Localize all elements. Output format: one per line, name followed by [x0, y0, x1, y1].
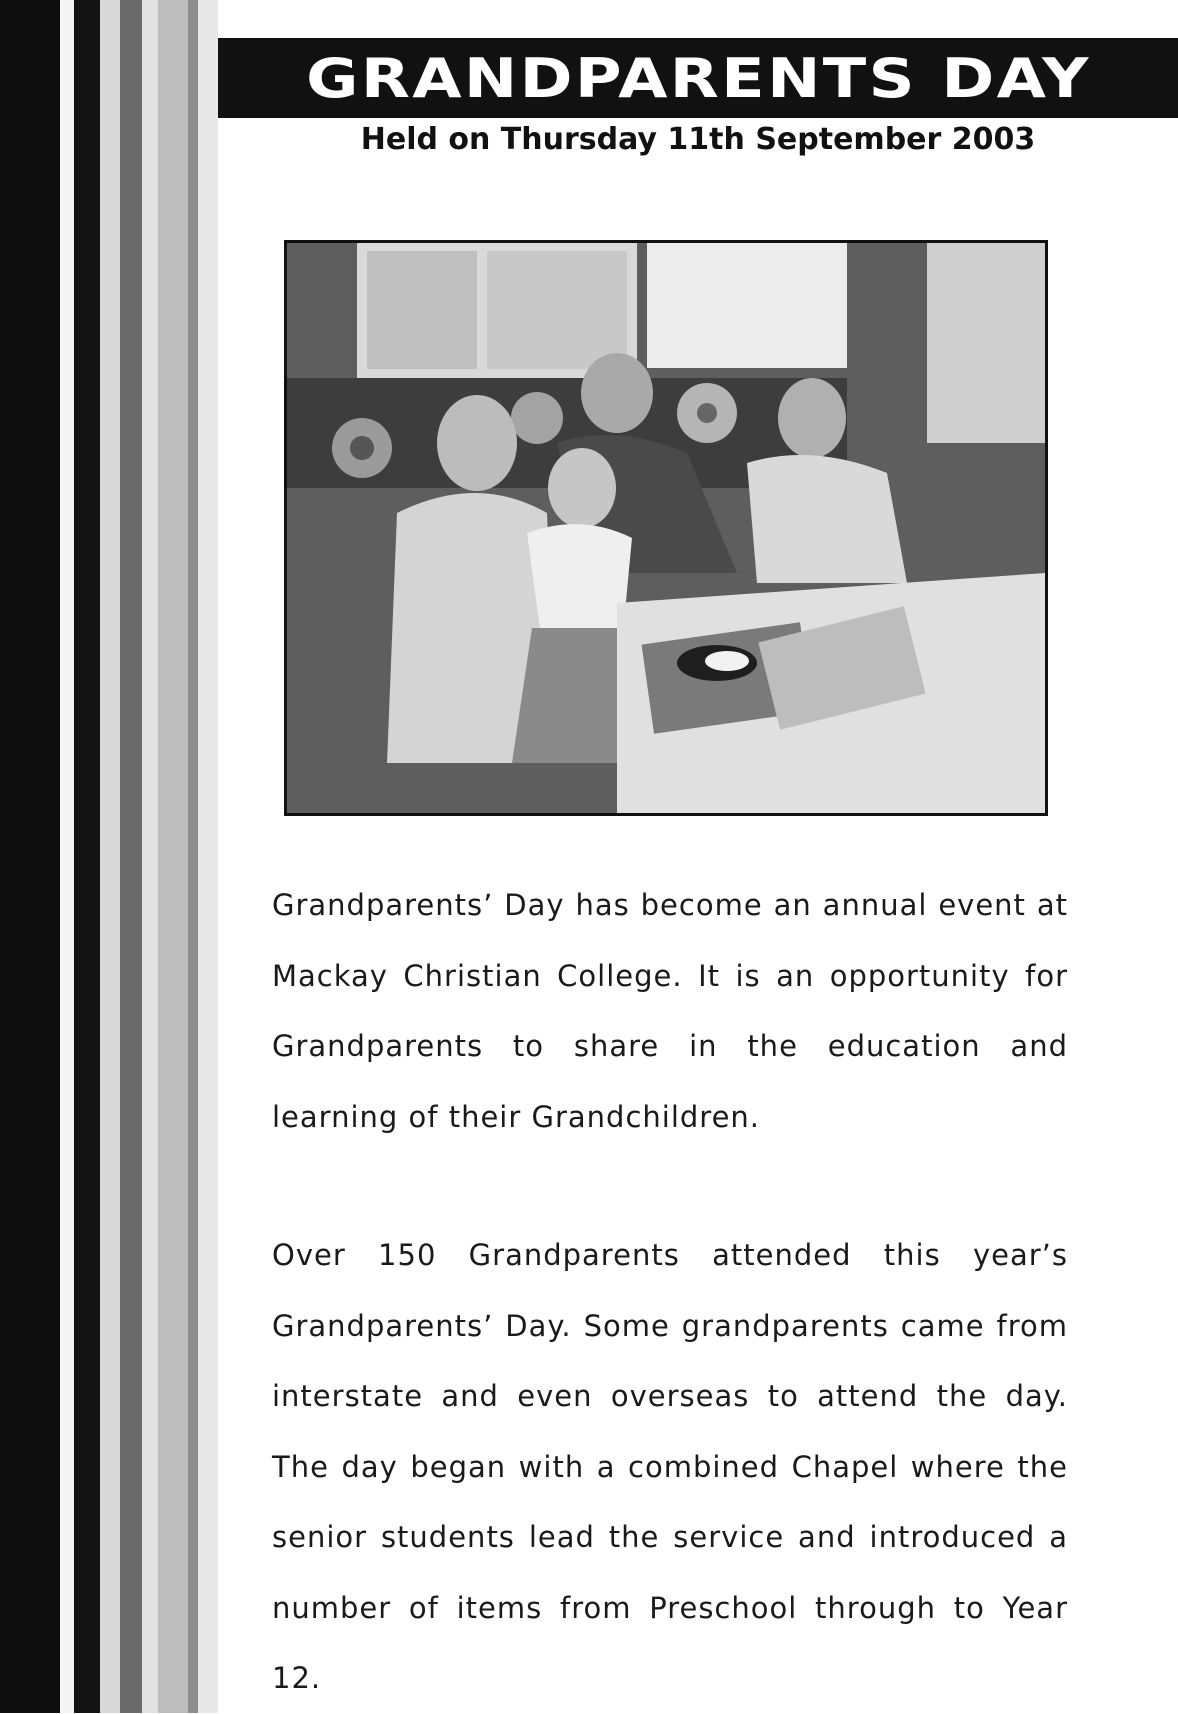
stripe-black-2 — [74, 0, 100, 1713]
stripe-light-2 — [142, 0, 158, 1713]
stripe-black-1 — [0, 0, 60, 1713]
attendance-paragraph: Over 150 Grandparents attended this year’s Grandparents’ Day. Some grandparents came from interstate and even overseas to attend the day. The day began with a combined Chapel where the senior students lead the service and introduced a number of items from Preschool through to Year 12. — [272, 1238, 1068, 1695]
intro-paragraph: Grandparents’ Day has become an annual event at Mackay Christian College. It is an opportunity for Grandparents to share in the education and learning of their Grandchildren. — [272, 888, 1068, 1134]
photo-icon — [287, 243, 1045, 813]
stripe-grey-2 — [188, 0, 198, 1713]
stripe-mid-1 — [158, 0, 188, 1713]
stripe-light-3 — [198, 0, 218, 1713]
page-title: GRANDPARENTS DAY — [305, 46, 1091, 110]
title-banner — [218, 38, 1178, 118]
stripe-grey-1 — [120, 0, 142, 1713]
event-photo — [284, 240, 1048, 816]
event-date-subtitle: Held on Thursday 11th September 2003 — [360, 122, 1036, 157]
stripe-white-1 — [60, 0, 74, 1713]
stripe-light-1 — [100, 0, 120, 1713]
